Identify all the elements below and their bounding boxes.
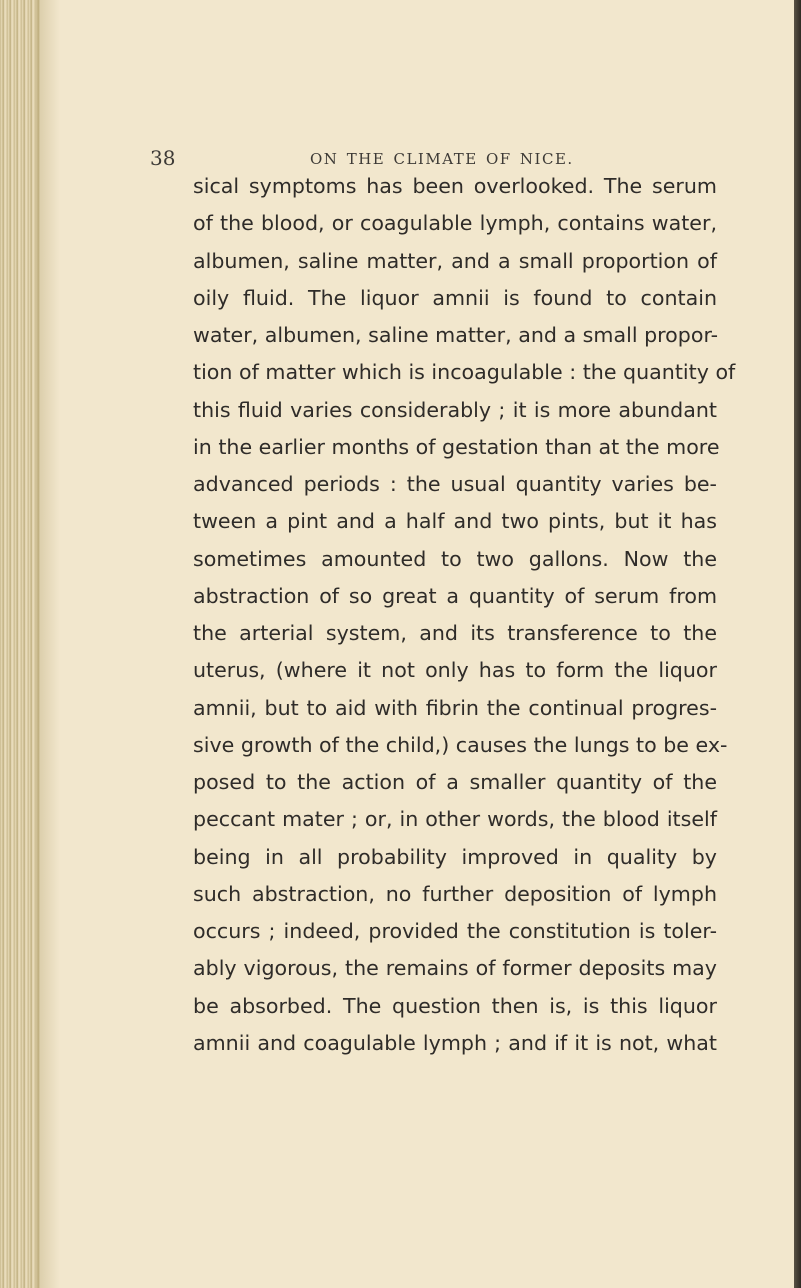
text-line: be absorbed. The question then is, is this liquor — [193, 993, 717, 1018]
text-line: in the earlier months of gestation than at the more — [193, 434, 720, 459]
text-line: occurs ; indeed, provided the constitution is toler- — [193, 919, 717, 943]
text-line: sive growth of the child,) causes the lungs to be ex- — [193, 732, 728, 757]
gutter-shadow — [36, 0, 60, 1288]
text-line: sical symptoms has been overlooked. The serum — [193, 174, 717, 198]
text-line: uterus, (where it not only has to form the liquor — [193, 658, 717, 683]
text-line: such abstraction, no further deposition of lymph — [193, 881, 717, 906]
text-line: amnii, but to aid with fibrin the continual progres- — [193, 695, 717, 720]
body-text — [193, 168, 736, 1062]
text-line: of the blood, or coagulable lymph, contains water, — [193, 211, 717, 236]
text-line: oily fluid. The liquor amnii is found to contain — [193, 285, 717, 310]
book-gutter — [0, 0, 40, 1288]
text-line: ably vigorous, the remains of former deposits may — [193, 956, 717, 981]
text-line: tween a pint and a half and two pints, but it has — [193, 509, 717, 534]
text-line: being in all probability improved in quality by — [193, 844, 717, 869]
text-line: this fluid varies considerably ; it is more abundant — [193, 397, 717, 422]
text-line: amnii and coagulable lymph ; and if it is not, what — [193, 1030, 717, 1055]
text-line: posed to the action of a smaller quantity of the — [193, 770, 717, 794]
text-line: abstraction of so great a quantity of serum from — [193, 583, 717, 608]
text-line: advanced periods : the usual quantity varies be- — [193, 472, 717, 496]
text-line: the arterial system, and its transference to the — [193, 621, 717, 645]
text-line: tion of matter which is incoagulable : the quantity of — [193, 360, 736, 385]
text-line: sometimes amounted to two gallons. Now the — [193, 546, 717, 571]
text-line: albumen, saline matter, and a small proportion of — [193, 248, 717, 273]
page-edge — [794, 0, 801, 1288]
page-number: 38 — [150, 146, 176, 170]
text-line: peccant mater ; or, in other words, the blood itself — [193, 807, 717, 832]
running-head: ON THE CLIMATE OF NICE. — [310, 150, 574, 168]
text-line: water, albumen, saline matter, and a small propor- — [193, 323, 719, 347]
